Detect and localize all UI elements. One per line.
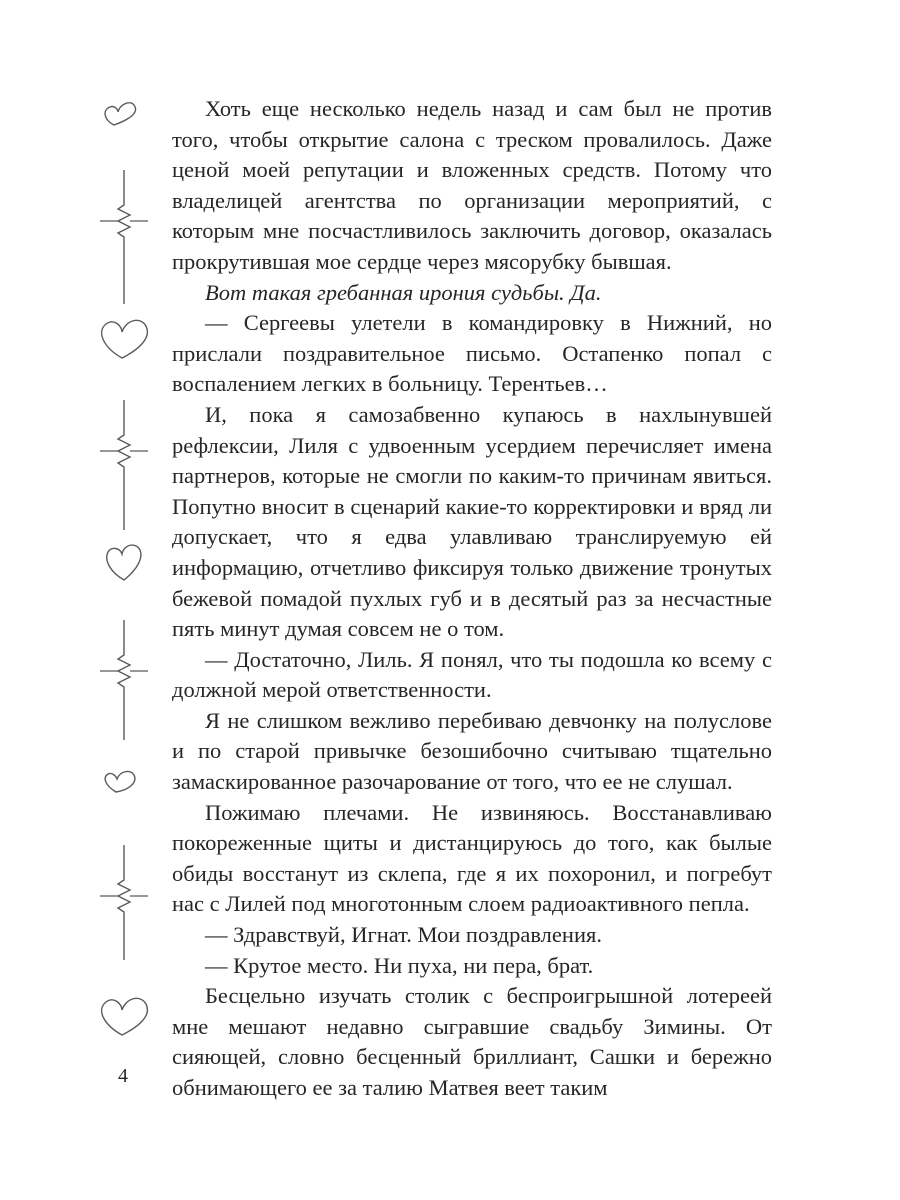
paragraph: Пожимаю плечами. Не извиняюсь. Восстанавливаю покореженные щиты и дистанцируюсь до того, как былые обиды восстанут из склепа, где я их похоронил, и погребут нас с Лилей под многотонным слоем радиоактивного пепла.: [172, 799, 772, 917]
heart-icon: [107, 545, 141, 580]
paragraph: Хоть еще несколько недель назад и сам был не против того, чтобы открытие салона с треском провалилось. Даже ценой моей репутации и вложенных средств. Потому что владелицей агентства по организации мероприятий, с которым мне посчастливилось заключить договор, оказалась прокрутившая мое сердце через мясорубку бывшая.: [172, 96, 772, 274]
heartbeat-line-icon: [118, 400, 130, 530]
heartbeat-line-icon: [118, 620, 130, 740]
heart-icon: [105, 103, 136, 125]
dialogue-paragraph: — Достаточно, Лиль. Я понял, что ты подошла ко всему с должной мерой ответственности.: [172, 646, 772, 703]
italic-paragraph: Вот такая гребанная ирония судьбы. Да.: [205, 279, 602, 305]
page-number: 4: [118, 1065, 128, 1087]
heart-icon: [105, 772, 135, 792]
paragraph: Я не слишком вежливо перебиваю девчонку на полуслове и по старой привычке безошибочно считываю тщательно замаскированное разочарование от того, что ее не слушал.: [172, 707, 772, 795]
margin-decoration: [90, 90, 160, 1050]
paragraph: И, пока я самозабвенно купаюсь в нахлынувшей рефлексии, Лиля с удвоенным усердием перечисляет имена партнеров, которые не смогли по каким-то причинам явиться. Попутно вносит в сценарий какие-то корректировки и вряд ли допускает, что я едва улавливаю транслируемую ей информацию, отчетливо фиксируя только движение тронутых бежевой помадой пухлых губ и в десятый раз за несчастные пять минут думая совсем не о том.: [172, 401, 772, 642]
dialogue-paragraph: — Здравствуй, Игнат. Мои поздравления.: [205, 922, 602, 948]
heartbeat-line-icon: [118, 845, 130, 960]
dialogue-paragraph: — Сергеевы улетели в командировку в Нижний, но прислали поздравительное письмо. Остапенко попал с воспалением легких в больницу. Терентьев…: [172, 310, 772, 397]
heartbeat-line-icon: [118, 170, 130, 304]
heart-icon: [102, 320, 148, 358]
paragraph: Бесцельно изучать столик с беспроигрышной лотереей мне мешают недавно сыгравшие свадьбу Зимины. От сияющей, словно бесценный бриллиант, Сашки и бережно обнимающего ее за талию Матвея веет таким: [172, 983, 772, 1100]
dialogue-paragraph: — Крутое место. Ни пуха, ни пера, брат.: [205, 952, 594, 978]
heart-icon: [102, 998, 148, 1035]
body-text: [172, 94, 772, 1104]
